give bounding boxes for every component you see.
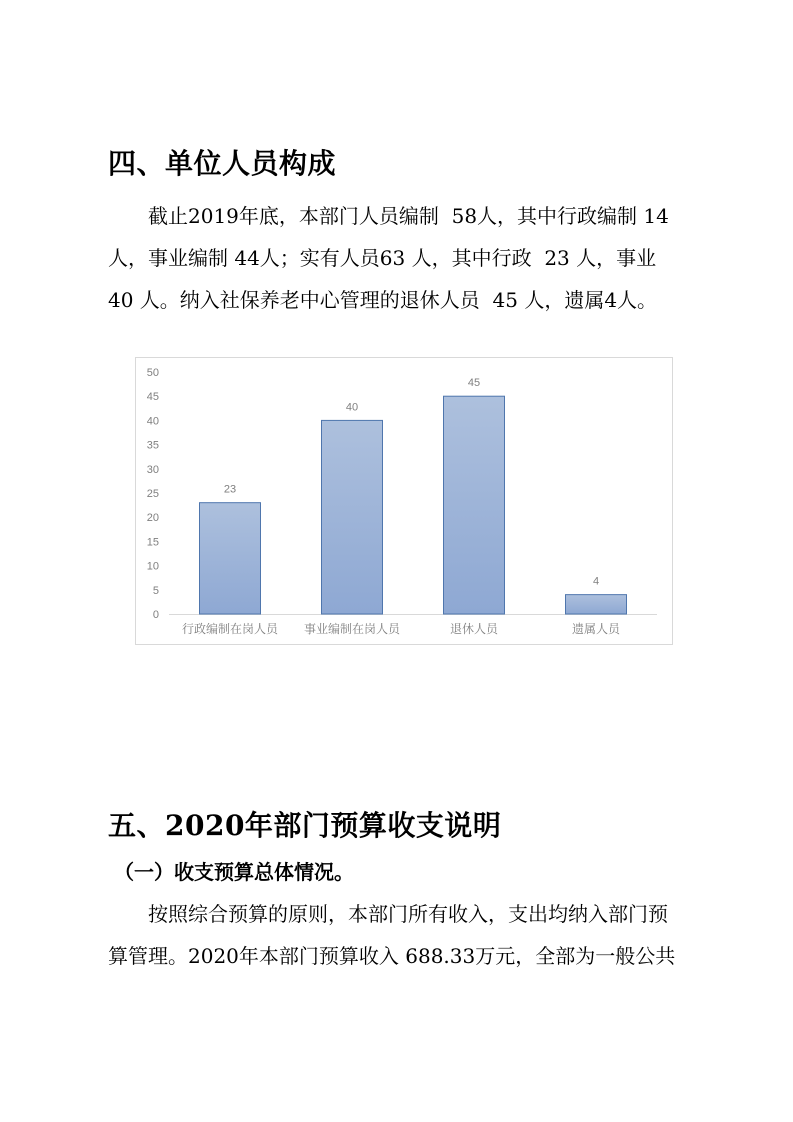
- bar: [566, 595, 627, 614]
- staff-composition-chart: [135, 357, 673, 645]
- section-4-paragraph-line-2: 人，事业编制 44人；实有人员63 人，其中行政 23 人，事业: [108, 246, 657, 270]
- y-tick-label: 25: [146, 488, 159, 500]
- section-5-paragraph-line-2: 算管理。2020年本部门预算收入 688.33万元，全部为一般公共: [108, 944, 676, 968]
- bar: [322, 420, 383, 614]
- y-tick-label: 10: [146, 560, 159, 573]
- section-5-subheading: （一）收支预算总体情况。: [114, 860, 354, 884]
- section-4-paragraph-line-1: 截止2019年底，本部门人员编制 58人，其中行政编制 14: [148, 204, 669, 228]
- section-5-paragraph-line-1: 按照综合预算的原则，本部门所有收入，支出均纳入部门预: [148, 902, 668, 926]
- y-tick-label: 20: [146, 512, 159, 525]
- y-tick-label: 50: [146, 367, 159, 379]
- section-4-paragraph-line-3: 40 人。纳入社保养老中心管理的退休人员 45 人，遗属4人。: [108, 288, 658, 312]
- data-label: 23: [223, 483, 237, 496]
- bar: [444, 396, 505, 614]
- y-tick-label: 15: [146, 536, 159, 549]
- section-4-heading: 四、单位人员构成: [108, 147, 337, 180]
- category-label: 行政编制在岗人员: [181, 622, 279, 636]
- y-tick-label: 40: [146, 415, 159, 428]
- data-label: 45: [467, 377, 481, 390]
- bar-chart-svg: [136, 358, 672, 644]
- bar: [200, 503, 261, 614]
- y-tick-label: 5: [152, 584, 159, 597]
- data-label: 4: [592, 575, 600, 588]
- y-tick-label: 35: [146, 439, 159, 452]
- section-5-heading: 五、2020年部门预算收支说明: [108, 809, 502, 842]
- y-tick-label: 0: [152, 609, 159, 621]
- category-label: 退休人员: [449, 622, 499, 636]
- category-label: 事业编制在岗人员: [303, 622, 401, 636]
- y-tick-label: 30: [146, 463, 159, 476]
- category-label: 遗属人员: [571, 622, 621, 636]
- data-label: 40: [345, 401, 359, 414]
- y-tick-label: 45: [146, 391, 159, 404]
